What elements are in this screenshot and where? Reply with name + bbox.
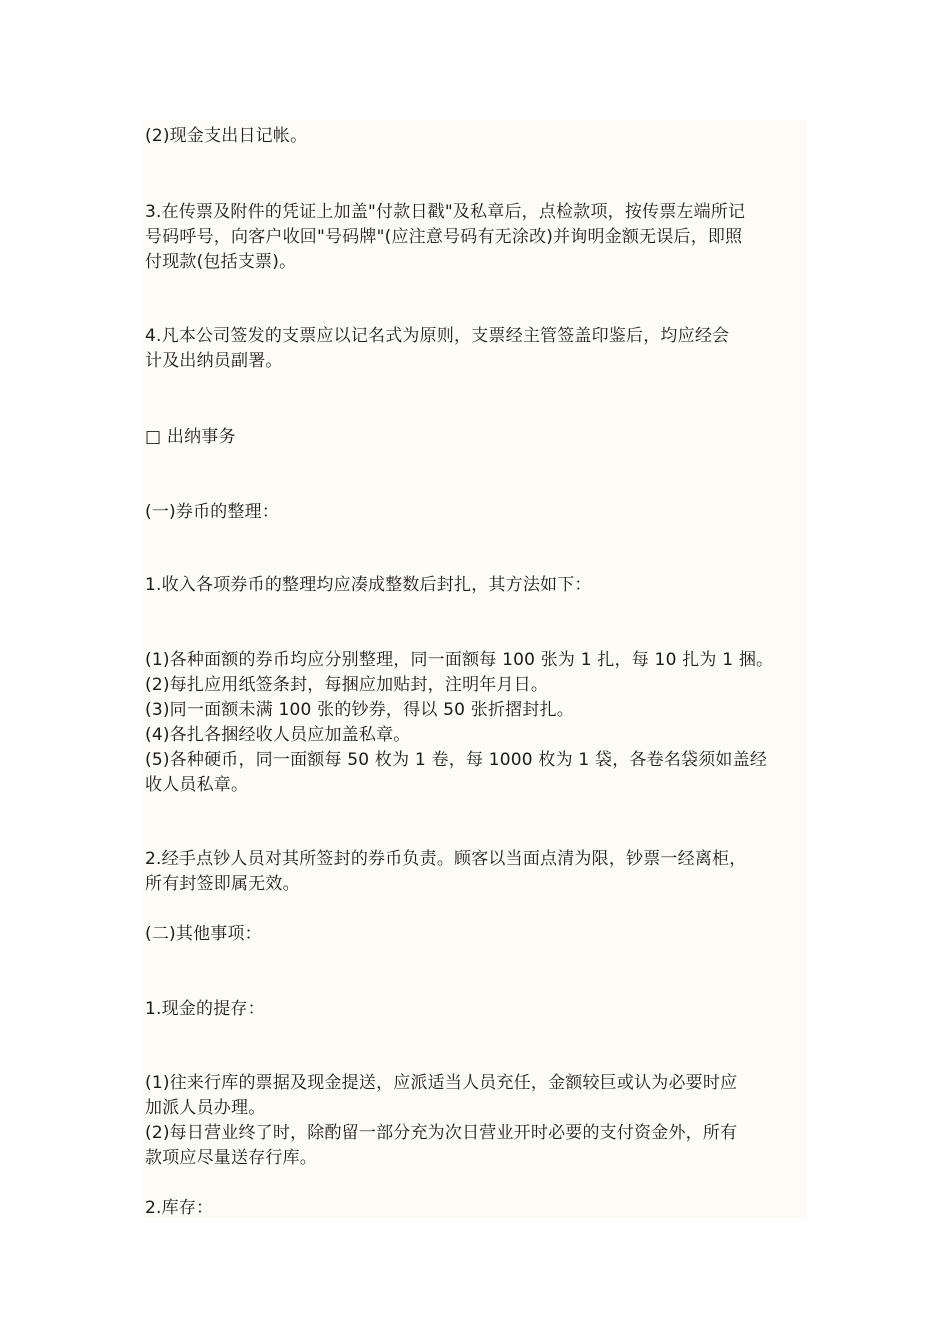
section-heading: □ 出纳事务 (145, 427, 236, 447)
text-line: 所有封签即属无效。 (145, 874, 300, 894)
text-line: (一)券币的整理： (145, 502, 280, 522)
text-line: (2)现金支出日记帐。 (145, 126, 308, 146)
text-line: 4.凡本公司签发的支票应以记名式为原则，支票经主管签盖印鉴后，均应经会 (145, 326, 730, 346)
text-line: 收人员私章。 (145, 775, 249, 795)
document-text-block (143, 120, 807, 1218)
text-line: (2)每日营业终了时，除酌留一部分充为次日营业开时必要的支付资金外，所有 (145, 1123, 738, 1143)
text-line: 号码呼号，向客户收回"号码牌"(应注意号码有无涂改)并询明金额无误后，即照 (145, 227, 743, 247)
text-line: 付现款(包括支票)。 (145, 252, 297, 272)
text-line: (3)同一面额未满 100 张的钞券，得以 50 张折摺封扎。 (145, 700, 574, 720)
text-line: (二)其他事项： (145, 924, 262, 944)
text-line: 2.经手点钞人员对其所签封的券币负责。顾客以当面点清为限，钞票一经离柜， (145, 849, 747, 869)
text-line: (2)每扎应用纸签条封，每捆应加贴封，注明年月日。 (145, 675, 549, 695)
text-line: 1.收入各项券币的整理均应凑成整数后封扎，其方法如下： (145, 575, 592, 595)
text-line: (5)各种硬币，同一面额每 50 枚为 1 卷，每 1000 枚为 1 袋，各卷名袋须如盖经 (145, 750, 768, 770)
text-line: 3.在传票及附件的凭证上加盖"付款日戳"及私章后，点检款项，按传票左端所记 (145, 202, 746, 222)
text-line: (1)往来行库的票据及现金提送，应派适当人员充任，金额较巨或认为必要时应 (145, 1073, 738, 1093)
text-line: (4)各扎各捆经收人员应加盖私章。 (145, 725, 411, 745)
text-line: 2.库存： (145, 1198, 214, 1218)
text-line: 1.现金的提存： (145, 999, 265, 1019)
text-line: 款项应尽量送存行库。 (145, 1148, 317, 1168)
text-line: 加派人员办理。 (145, 1098, 266, 1118)
text-line: (1)各种面额的券币均应分别整理，同一面额每 100 张为 1 扎，每 10 扎为 1 捆。 (145, 650, 774, 670)
text-line: 计及出纳员副署。 (145, 351, 283, 371)
